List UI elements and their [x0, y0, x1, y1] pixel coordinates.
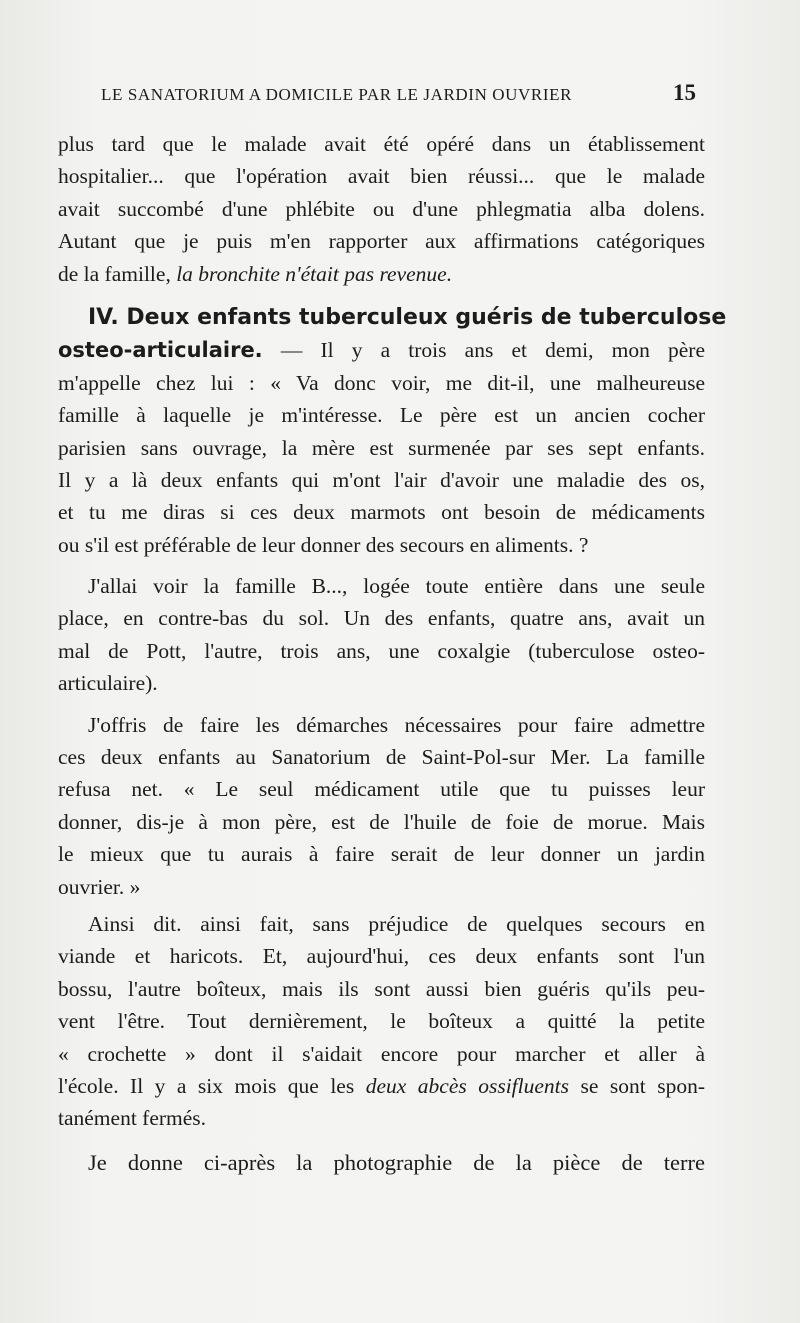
text-line: mal de Pott, l'autre, trois ans, une coxalgie (tuberculose osteo-: [58, 638, 705, 663]
body-text: [58, 128, 727, 1179]
text-line: viande et haricots. Et, aujourd'hui, ces deux enfants sont l'un: [58, 944, 705, 969]
text-line: famille à laquelle je m'intéresse. Le père est un ancien cocher: [58, 403, 705, 428]
text-line: place, en contre-bas du sol. Un des enfants, quatre ans, avait un: [58, 606, 705, 631]
paragraph-6: [58, 1147, 705, 1179]
italic-phrase: la bronchite n'était pas revenue.: [176, 261, 453, 286]
text-line: J'offris de faire les démarches nécessaires pour faire admettre: [88, 712, 705, 737]
text-line: Je donne ci-après la photographie de la pièce de terre: [88, 1149, 705, 1175]
text-fragment: de la famille,: [58, 261, 177, 286]
paragraph-3: [58, 570, 705, 700]
text-line: ces deux enfants au Sanatorium de Saint-Pol-sur Mer. La famille: [58, 745, 705, 770]
text-fragment: — Il y a trois ans et demi, mon père: [262, 338, 705, 363]
section-heading: IV. Deux enfants tuberculeux guéris de tuberculose: [88, 304, 727, 330]
text-line: [58, 334, 705, 366]
text-line: « crochette » dont il s'aidait encore pour marcher et aller à: [58, 1041, 705, 1066]
text-line: m'appelle chez lui : « Va donc voir, me dit-il, une malheureuse: [58, 370, 705, 395]
italic-phrase: deux abcès ossifluents: [365, 1073, 570, 1098]
text-fragment: l'école. Il y a six mois que les: [58, 1073, 366, 1098]
paragraph-2: [58, 302, 727, 561]
text-line: donner, dis-je à mon père, est de l'huile de foie de morue. Mais: [58, 809, 705, 834]
text-line: [58, 1070, 705, 1102]
text-line: articulaire).: [58, 671, 158, 696]
text-line: bossu, l'autre boîteux, mais ils sont aussi bien guéris qu'ils peu-: [58, 976, 705, 1001]
paragraph-1: [58, 128, 705, 290]
paragraph-5: [58, 908, 705, 1135]
text-line: ou s'il est préférable de leur donner des secours en aliments. ?: [58, 532, 589, 557]
text-line: ouvrier. »: [58, 874, 141, 899]
text-fragment: se sont spon-: [569, 1073, 705, 1098]
text-line: avait succombé d'une phlébite ou d'une phlegmatia alba dolens.: [58, 196, 705, 221]
text-line: tanément fermés.: [58, 1106, 207, 1131]
text-line: Il y a là deux enfants qui m'ont l'air d'avoir une maladie des os,: [58, 467, 705, 492]
text-line: vent l'être. Tout dernièrement, le boîteux a quitté la petite: [58, 1009, 705, 1034]
text-line: [58, 258, 705, 290]
text-line: refusa net. « Le seul médicament utile que tu puisses leur: [58, 777, 705, 802]
page-header: [101, 80, 696, 106]
text-line: Ainsi dit. ainsi fait, sans préjudice de quelques secours en: [88, 911, 705, 936]
running-title: LE SANATORIUM A DOMICILE PAR LE JARDIN OUVRIER: [101, 85, 573, 104]
text-line: parisien sans ouvrage, la mère est surmenée par ses sept enfants.: [58, 435, 705, 460]
section-heading-continued: osteo-articulaire.: [58, 338, 263, 363]
text-line: Autant que je puis m'en rapporter aux affirmations catégoriques: [58, 229, 705, 254]
text-line: hospitalier... que l'opération avait bien réussi... que le malade: [58, 164, 705, 189]
paragraph-4: [58, 709, 705, 903]
text-line: plus tard que le malade avait été opéré dans un établissement: [58, 132, 705, 156]
page-number: 15: [673, 80, 696, 105]
text-line: et tu me diras si ces deux marmots ont besoin de médicaments: [58, 500, 705, 525]
text-line: J'allai voir la famille B..., logée toute entière dans une seule: [88, 574, 705, 599]
text-line: le mieux que tu aurais à faire serait de leur donner un jardin: [58, 842, 705, 867]
